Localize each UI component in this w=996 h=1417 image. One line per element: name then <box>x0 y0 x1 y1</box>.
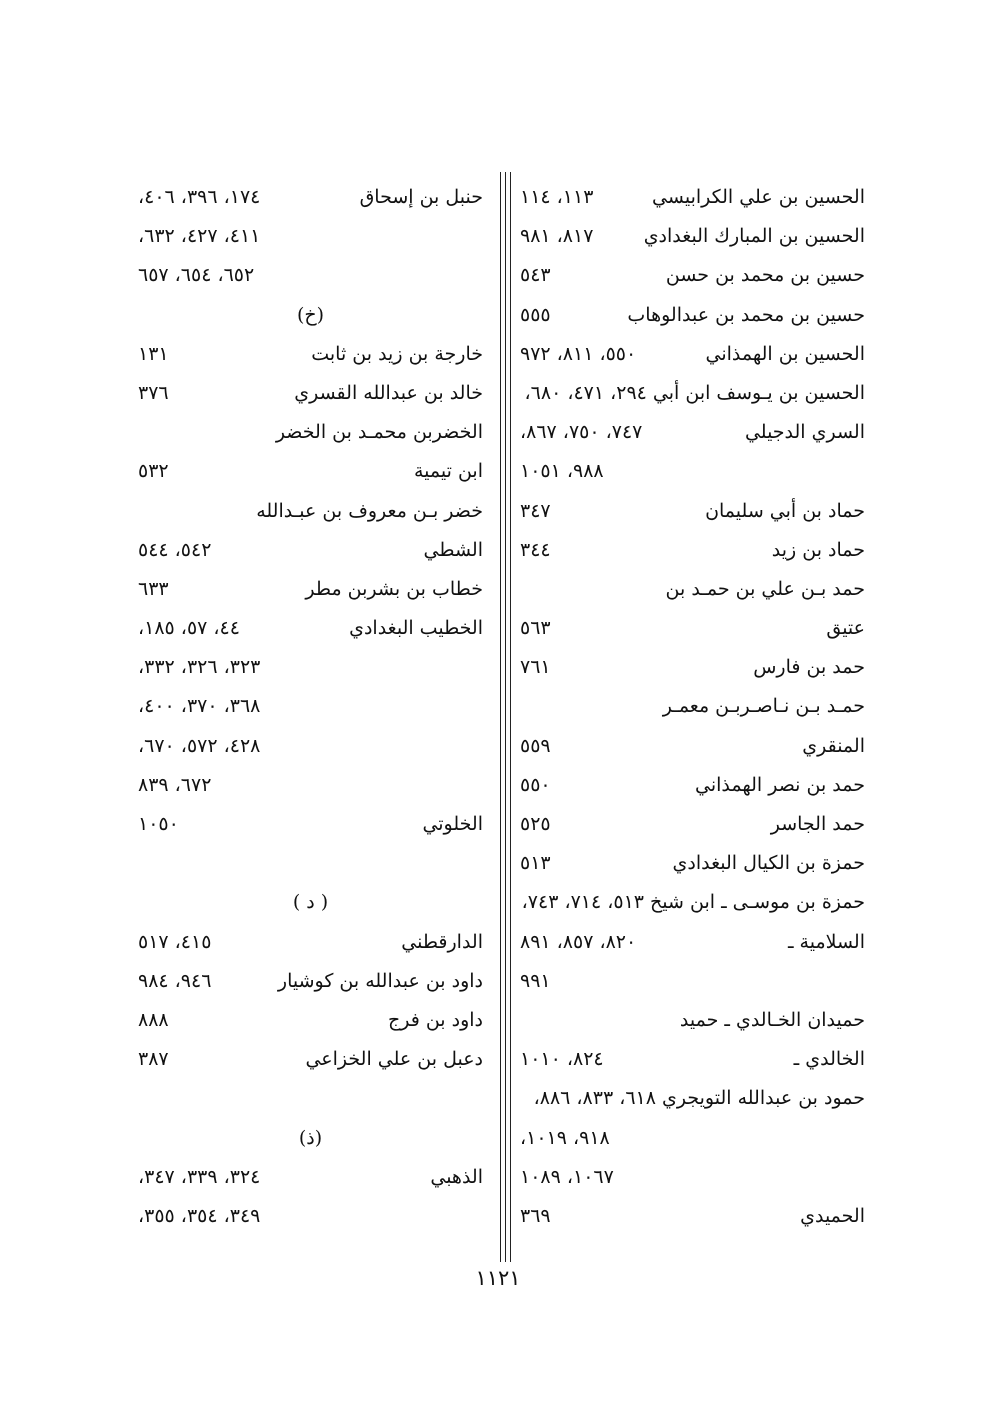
entry-page-numbers: ٦٧٢، ٨٣٩ <box>138 773 212 796</box>
index-entry <box>138 1079 483 1118</box>
index-entry <box>138 492 483 531</box>
entry-page-numbers: ٥٤٢، ٥٤٤ <box>138 538 212 561</box>
entry-name: حماد بن زيد <box>771 538 865 561</box>
entry-page-numbers: ٩١٨، ١٠١٩، <box>520 1126 610 1149</box>
index-entry <box>138 923 483 962</box>
entry-page-numbers: ١٠٦٧، ١٠٨٩ <box>520 1165 614 1188</box>
entry-name: ابن تيمية <box>414 460 483 483</box>
index-entry <box>520 805 865 844</box>
entry-name: الشطي <box>423 538 483 561</box>
letter-heading: ( د ) <box>292 891 329 914</box>
index-entry <box>138 687 483 726</box>
entry-name: الخلوتي <box>422 813 483 835</box>
entry-name: حمزة بن الكيال البغدادي <box>672 852 865 875</box>
entry-page-numbers: ٣٦٩ <box>520 1204 551 1227</box>
entry-page-numbers: ٣٤٤ <box>520 538 551 561</box>
entry-name: حمزة بن موسـى ـ ابن شيخ ٥١٣، ٧١٤، ٧٤٣، <box>521 891 865 914</box>
entry-name: الحسين بن يـوسف ابن أبي ٢٩٤، ٤٧١، ٦٨٠، <box>524 381 865 404</box>
index-entry <box>138 570 483 609</box>
index-entry <box>138 962 483 1001</box>
entry-name: الخطيب البغدادي <box>349 617 483 640</box>
index-column-right <box>520 178 865 1236</box>
entry-name: حمد بن فارس <box>753 656 865 679</box>
index-entry <box>520 1079 865 1118</box>
entry-page-numbers: ٣٤٩، ٣٥٤، ٣٥٥، <box>138 1204 261 1227</box>
index-entry <box>520 1001 865 1040</box>
letter-heading: (خ) <box>296 303 325 326</box>
letter-heading: (ذ) <box>298 1126 323 1149</box>
entry-page-numbers: ٧٤٧، ٧٥٠، ٨٦٧، <box>520 421 643 444</box>
index-entry <box>520 452 865 491</box>
index-entry <box>138 1158 483 1197</box>
index-entry <box>138 648 483 687</box>
index-entry <box>138 727 483 766</box>
entry-name: دعبل بن علي الخزاعي <box>305 1048 483 1071</box>
index-entry <box>520 374 865 413</box>
index-entry <box>520 883 865 922</box>
index-entry <box>520 256 865 295</box>
entry-page-numbers: ٨٢٤، ١٠١٠ <box>520 1048 604 1071</box>
index-entry <box>520 1040 865 1079</box>
index-entry <box>520 570 865 609</box>
entry-page-numbers: ٣٤٧ <box>520 499 551 522</box>
entry-name: الحميدي <box>800 1204 865 1227</box>
column-divider-right-line <box>510 172 511 1262</box>
entry-page-numbers: ٨١٧، ٩٨١ <box>520 225 594 248</box>
index-entry <box>520 178 865 217</box>
entry-name: حمـد بـن نـاصـربـن معمـر <box>662 695 865 718</box>
entry-page-numbers: ٥٣٢ <box>138 460 169 483</box>
entry-name: داود بن فرج <box>387 1008 483 1031</box>
index-entry <box>138 1197 483 1236</box>
page-number: ١١٢١ <box>475 1266 521 1290</box>
entry-page-numbers: ٥٤٣ <box>520 264 551 287</box>
entry-name: حميدان الخـالدي ـ حميد <box>679 1008 865 1031</box>
entry-page-numbers: ٩٤٦، ٩٨٤ <box>138 969 212 992</box>
entry-name: خضر بـن معروف بن عبـدالله <box>256 499 483 522</box>
index-entry <box>520 648 865 687</box>
entry-page-numbers: ٥٥٠، ٨١١، ٩٧٢ <box>520 342 637 365</box>
entry-name: حمد بـن علي بن حمـد بن <box>665 577 865 600</box>
entry-name: المنقري <box>802 734 865 757</box>
index-entry <box>520 1119 865 1158</box>
index-entry <box>138 1001 483 1040</box>
entry-page-numbers: ٩٨٨، ١٠٥١ <box>520 460 604 483</box>
entry-page-numbers: ٦٣٣ <box>138 577 169 600</box>
entry-name: حمود بن عبدالله التويجري ٦١٨، ٨٣٣، ٨٨٦، <box>533 1087 865 1110</box>
entry-page-numbers: ١٧٤، ٣٩٦، ٤٠٦، <box>138 186 261 208</box>
index-entry <box>138 413 483 452</box>
index-entry <box>138 1040 483 1079</box>
entry-name: خطاب بن بشربن مطر <box>305 577 483 600</box>
index-entry <box>520 492 865 531</box>
index-entry <box>138 296 483 335</box>
entry-name: السلامية ـ <box>787 930 865 953</box>
entry-page-numbers: ٨٨٨ <box>138 1008 169 1031</box>
index-entry <box>138 844 483 883</box>
entry-page-numbers: ٩٩١ <box>520 969 551 992</box>
index-entry <box>138 805 483 844</box>
entry-page-numbers: ١٠٥٠ <box>138 813 179 835</box>
entry-name: خارجة بن زيد بن ثابت <box>311 342 483 365</box>
index-entry <box>138 178 483 217</box>
entry-name: خالد بن عبدالله القسري <box>294 381 483 404</box>
entry-page-numbers: ٥١٣ <box>520 852 551 875</box>
index-entry <box>520 687 865 726</box>
entry-page-numbers: ٤٢٨، ٥٧٢، ٦٧٠، <box>138 734 261 757</box>
entry-name: حماد بن أبي سليمان <box>705 499 865 522</box>
index-column-left <box>138 178 483 1236</box>
entry-page-numbers: ٣٢٣، ٣٢٦، ٣٣٢، <box>138 656 261 679</box>
entry-page-numbers: ٥٥٥ <box>520 303 551 326</box>
entry-name: الحسين بن الهمذاني <box>705 342 865 365</box>
entry-page-numbers: ٥٥٠ <box>520 773 551 796</box>
index-entry <box>520 766 865 805</box>
entry-page-numbers: ٦٥٢، ٦٥٤، ٦٥٧ <box>138 264 255 287</box>
index-entry <box>520 335 865 374</box>
index-entry <box>138 335 483 374</box>
entry-name: السري الدجيلي <box>744 421 865 444</box>
index-entry <box>138 374 483 413</box>
entry-page-numbers: ٥٢٥ <box>520 813 551 835</box>
entry-page-numbers: ٨٢٠، ٨٥٧، ٨٩١ <box>520 930 637 953</box>
entry-name: الخالدي ـ <box>793 1048 865 1071</box>
entry-page-numbers: ٤٤، ٥٧، ١٨٥، <box>138 617 240 640</box>
entry-name: حسين بن محمد بن عبدالوهاب <box>627 303 865 326</box>
entry-name: الذهبي <box>430 1165 483 1188</box>
index-entry <box>138 883 483 922</box>
index-entry <box>520 1197 865 1236</box>
entry-name: عتيق <box>826 617 865 640</box>
index-entry <box>520 844 865 883</box>
entry-name: الحسين بن المبارك البغدادي <box>643 225 865 248</box>
entry-page-numbers: ٣٢٤، ٣٣٩، ٣٤٧، <box>138 1165 261 1188</box>
entry-page-numbers: ٥٥٩ <box>520 734 551 757</box>
index-entry <box>520 1158 865 1197</box>
entry-name: حمد الجاسر <box>770 813 865 835</box>
index-entry <box>520 609 865 648</box>
index-entry <box>138 531 483 570</box>
index-entry <box>520 962 865 1001</box>
entry-name: الحسين بن علي الكرابيسي <box>652 186 865 208</box>
entry-page-numbers: ١٣١ <box>138 342 169 365</box>
column-divider-left-line <box>500 172 501 1262</box>
entry-name: الدارقطني <box>401 930 483 953</box>
index-entry <box>138 452 483 491</box>
entry-page-numbers: ٣٦٨، ٣٧٠، ٤٠٠، <box>138 695 261 718</box>
index-entry <box>138 256 483 295</box>
index-entry <box>138 609 483 648</box>
entry-name: حسين بن محمد بن حسن <box>665 264 865 287</box>
index-entry <box>520 923 865 962</box>
entry-page-numbers: ٤١١، ٤٢٧، ٦٣٢، <box>138 225 261 248</box>
column-divider-mid-line <box>505 172 506 1262</box>
entry-page-numbers: ٥٦٣ <box>520 617 551 640</box>
index-entry <box>520 727 865 766</box>
entry-name: داود بن عبدالله بن كوشيار <box>277 969 483 992</box>
entry-page-numbers: ٤١٥، ٥١٧ <box>138 930 212 953</box>
index-entry <box>138 766 483 805</box>
entry-page-numbers: ٧٦١ <box>520 656 551 679</box>
entry-page-numbers: ٣٨٧ <box>138 1048 169 1071</box>
entry-page-numbers: ١١٣، ١١٤ <box>520 186 594 208</box>
entry-name: حنبل بن إسحاق <box>359 186 483 208</box>
entry-name: الخضربن محمـد بن الخضر <box>275 421 483 444</box>
index-entry <box>138 217 483 256</box>
index-entry <box>138 1119 483 1158</box>
index-entry <box>520 217 865 256</box>
entry-page-numbers: ٣٧٦ <box>138 381 169 404</box>
index-entry <box>520 296 865 335</box>
index-entry <box>520 531 865 570</box>
index-entry <box>520 413 865 452</box>
entry-name: حمد بن نصر الهمذاني <box>694 773 865 796</box>
